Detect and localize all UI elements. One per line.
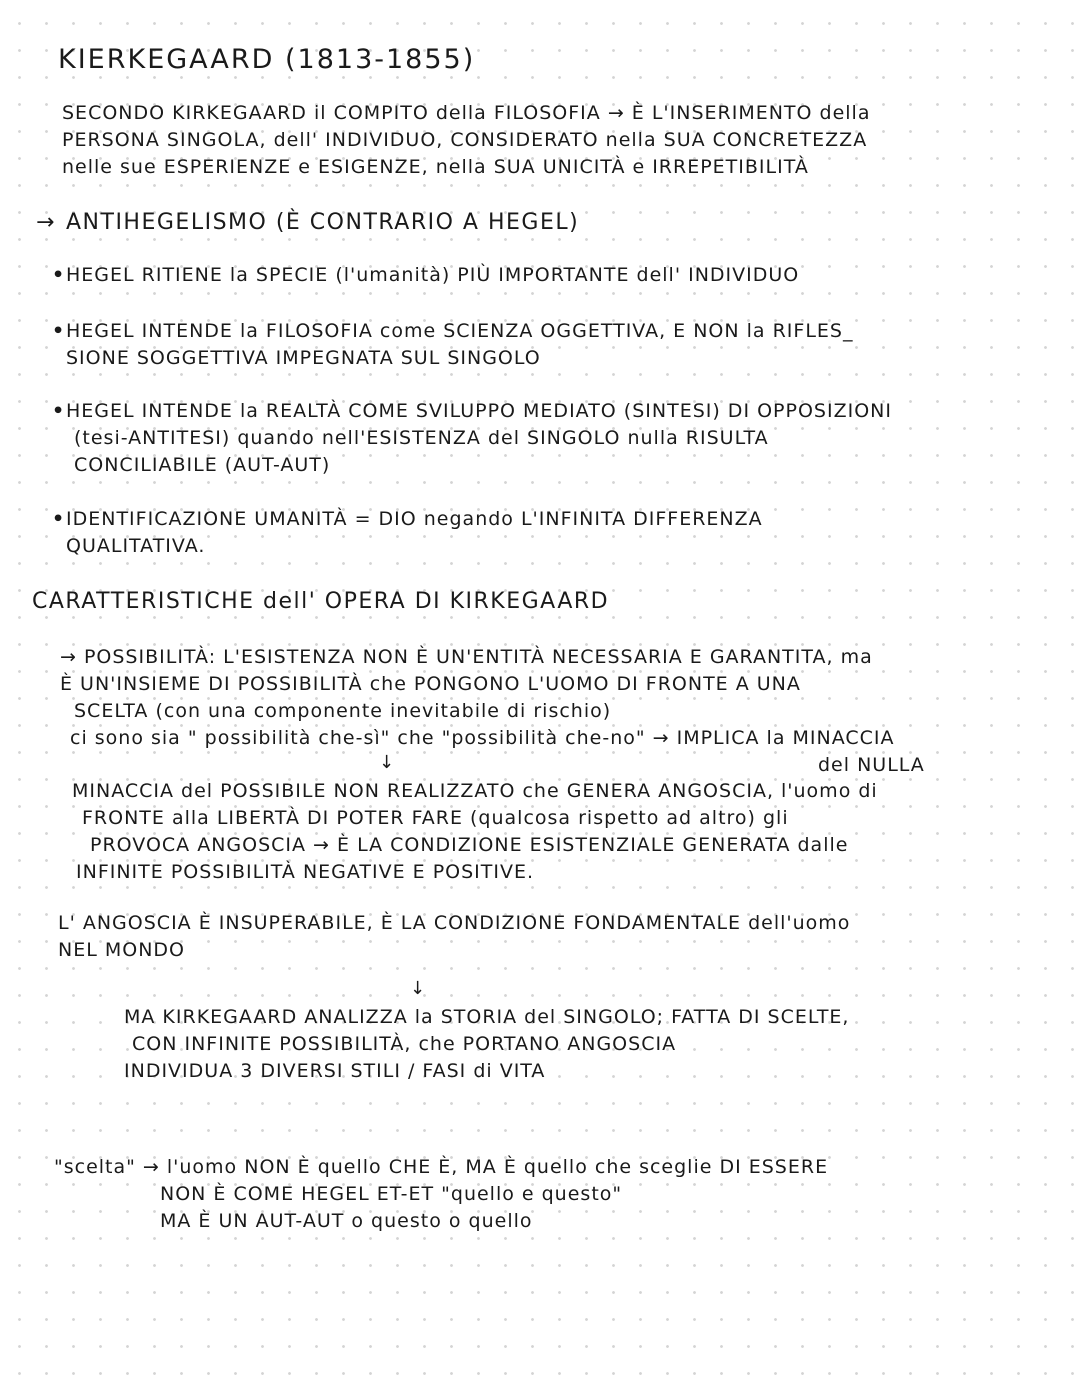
possibilita-line: del NULLA	[818, 754, 925, 776]
storia-line: CON INFINITE POSSIBILITÀ, che PORTANO ANGOSCIA	[132, 1033, 677, 1055]
bullet-text: (tesi-ANTITESI) quando nell'ESISTENZA del SINGOLO nulla RISULTA	[74, 427, 769, 449]
bullet-text: IDENTIFICAZIONE UMANITÀ = DIO negando L'INFINITA DIFFERENZA	[66, 508, 763, 530]
caratteristiche-heading: CARATTERISTICHE dell' OPERA DI KIRKEGAARD	[32, 589, 610, 614]
possibilita-line: → POSSIBILITÀ: L'ESISTENZA NON È UN'ENTITÀ NECESSARIA E GARANTITA, ma	[60, 646, 873, 668]
antihegel-label: ANTIHEGELISMO (È CONTRARIO A HEGEL)	[66, 210, 580, 235]
down-arrow-icon: ↓	[409, 978, 427, 999]
angoscia-line: NEL MONDO	[58, 939, 185, 961]
minaccia-line: FRONTE alla LIBERTÀ DI POTER FARE (qualcosa rispetto ad altro) gli	[82, 807, 789, 829]
bullet-dot-icon: •	[52, 508, 66, 530]
hegel-bullet-2	[52, 318, 853, 372]
bullet-text: CONCILIABILE (AUT-AUT)	[74, 454, 331, 476]
bullet-text: SIONE SOGGETTIVA IMPEGNATA SUL SINGOLO	[66, 347, 541, 369]
minaccia-line: MINACCIA del POSSIBILE NON REALIZZATO che GENERA ANGOSCIA, l'uomo di	[72, 780, 878, 802]
scelta-paragraph	[54, 1154, 828, 1235]
scelta-line: NON È COME HEGEL ET-ET "quello e questo"	[160, 1183, 623, 1205]
minaccia-line: INFINITE POSSIBILITÀ NEGATIVE E POSITIVE.	[76, 861, 535, 883]
bullet-dot-icon: •	[52, 264, 66, 286]
angoscia-paragraph	[58, 910, 850, 964]
bullet-text: QUALITATIVA.	[66, 535, 206, 557]
hegel-bullet-1	[52, 262, 799, 289]
intro-line: nelle sue ESPERIENZE e ESIGENZE, nella SUA UNICITÀ e IRREPETIBILITÀ	[62, 156, 809, 178]
storia-line: INDIVIDUA 3 DIVERSI STILI / FASI di VITA	[124, 1060, 546, 1082]
scelta-line: MA È UN AUT-AUT o questo o quello	[160, 1210, 533, 1232]
possibilita-line: ci sono sia " possibilità che-sì" che "possibilità che-no" → IMPLICA la MINACCIA	[70, 727, 895, 749]
right-arrow-icon: →	[36, 210, 56, 235]
storia-line: MA KIRKEGAARD ANALIZZA la STORIA del SINGOLO; FATTA DI SCELTE,	[124, 1006, 850, 1028]
intro-line: PERSONA SINGOLA, dell' INDIVIDUO, CONSIDERATO nella SUA CONCRETEZZA	[62, 129, 868, 151]
bullet-dot-icon: •	[52, 320, 66, 342]
antihegel-heading	[36, 206, 579, 240]
hegel-bullet-4	[52, 506, 763, 560]
minaccia-paragraph	[72, 778, 878, 886]
possibilita-paragraph	[60, 644, 895, 752]
angoscia-line: L' ANGOSCIA È INSUPERABILE, È LA CONDIZIONE FONDAMENTALE dell'uomo	[58, 912, 851, 934]
scelta-line: "scelta" → l'uomo NON È quello CHE È, MA È quello che sceglie DI ESSERE	[54, 1156, 829, 1178]
possibilita-line: È UN'INSIEME DI POSSIBILITÀ che PONGONO L'UOMO DI FRONTE A UNA	[60, 673, 801, 695]
bullet-text: HEGEL INTENDE la FILOSOFIA come SCIENZA OGGETTIVA, E NON la RIFLES_	[66, 320, 854, 342]
storia-paragraph	[124, 1004, 849, 1085]
down-arrow-icon: ↓	[378, 752, 396, 773]
possibilita-line: SCELTA (con una componente inevitabile di rischio)	[74, 700, 612, 722]
bullet-text: HEGEL INTENDE la REALTÀ COME SVILUPPO MEDIATO (SINTESI) DI OPPOSIZIONI	[66, 400, 892, 422]
bullet-dot-icon: •	[52, 400, 66, 422]
intro-paragraph	[62, 100, 870, 181]
intro-line: SECONDO KIRKEGAARD il COMPITO della FILOSOFIA → È L'INSERIMENTO della	[62, 102, 871, 124]
hegel-bullet-3	[52, 398, 892, 479]
minaccia-line: PROVOCA ANGOSCIA → È LA CONDIZIONE ESISTENZIALE GENERATA dalle	[90, 834, 849, 856]
page-title: KIERKEGAARD (1813-1855)	[58, 44, 476, 75]
bullet-text: HEGEL RITIENE la SPECIE (l'umanità) PIÙ IMPORTANTE dell' INDIVIDUO	[66, 264, 800, 286]
